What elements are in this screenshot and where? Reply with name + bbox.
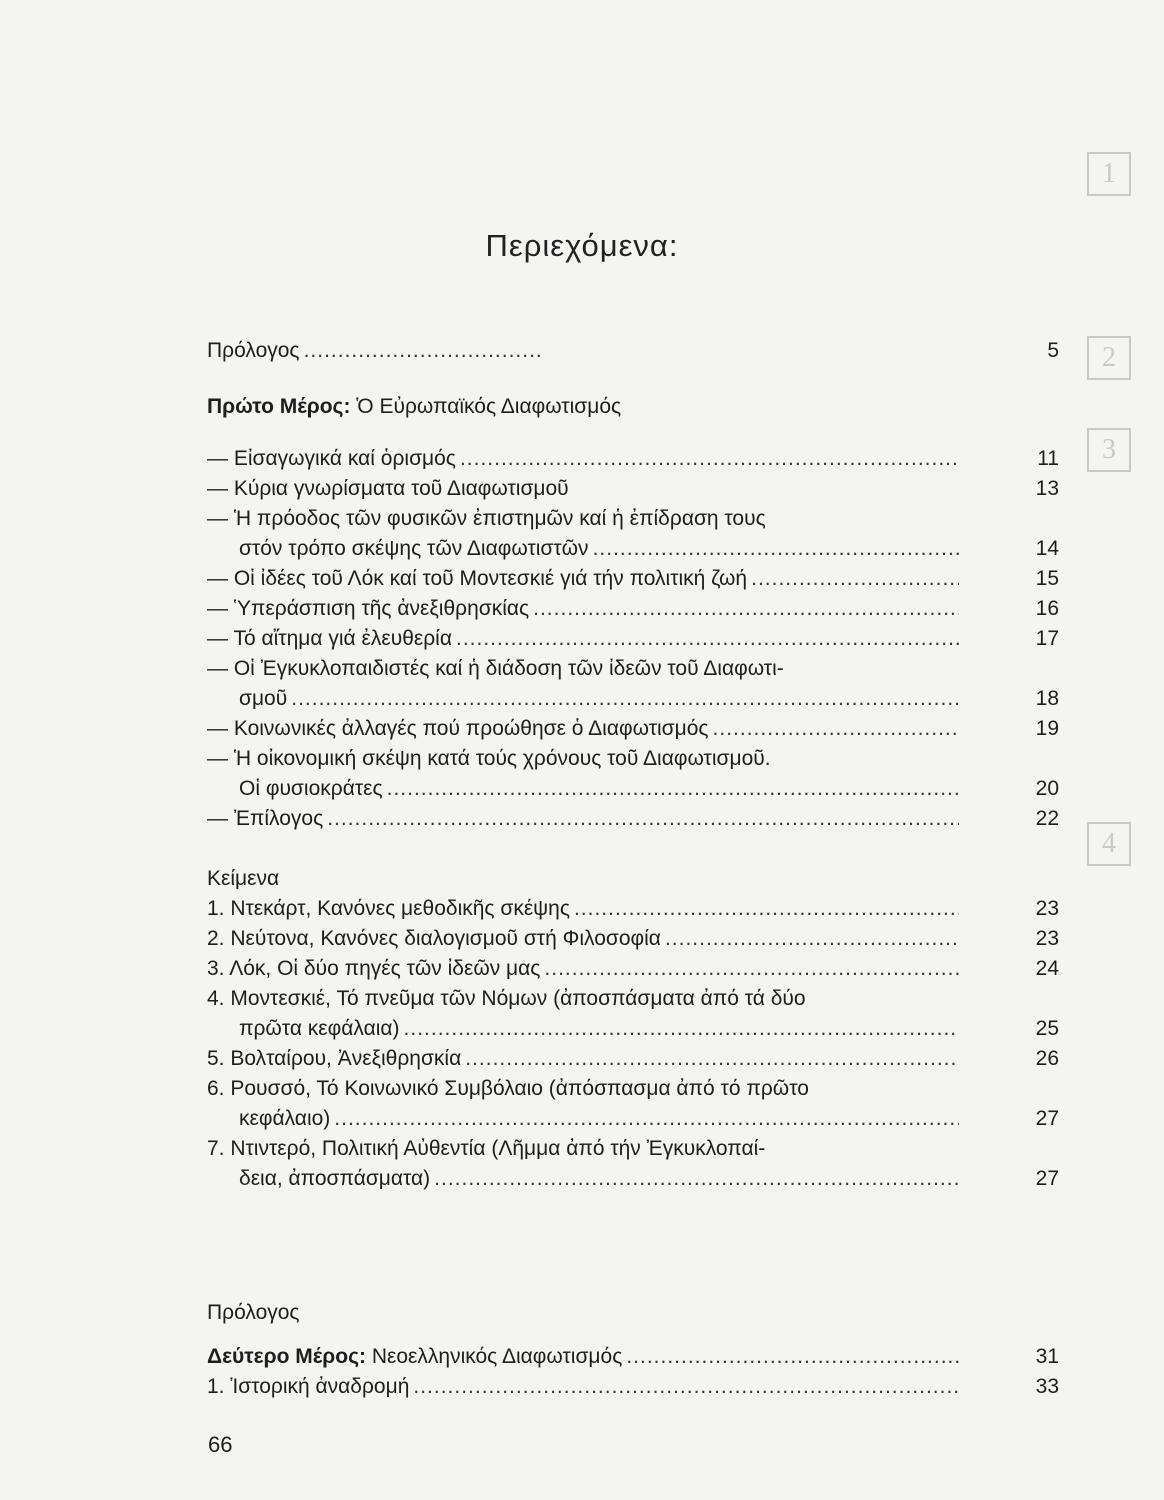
toc-part-heading — [207, 1342, 1059, 1372]
toc-entry — [207, 594, 1059, 624]
toc-entry — [207, 714, 1059, 744]
dot-leader — [574, 894, 959, 924]
toc-entry — [207, 654, 1059, 684]
toc-entry-title: 5. Βολταίρου, Ἀνεξιθρησκία — [207, 1047, 462, 1070]
toc-page-number: 14 — [1035, 537, 1059, 560]
toc-entry — [207, 336, 1059, 366]
toc-entry — [207, 1044, 1059, 1074]
dot-leader — [544, 954, 959, 984]
toc-page-number: 27 — [1035, 1167, 1059, 1190]
toc-entry-title: Πρόλογος — [207, 339, 300, 362]
toc-page-number: 23 — [1035, 897, 1059, 920]
toc-page-number: 33 — [1035, 1375, 1059, 1398]
toc-entry-title: 3. Λόκ, Οἱ δύο πηγές τῶν ἰδεῶν μας — [207, 957, 541, 980]
toc-entry-continuation — [207, 1014, 1059, 1044]
dot-leader — [456, 624, 959, 654]
table-of-contents — [207, 336, 1059, 1402]
dot-leader — [334, 1104, 959, 1134]
toc-entry-continuation — [207, 1164, 1059, 1194]
dot-leader — [404, 1014, 959, 1044]
toc-page-number: 25 — [1035, 1017, 1059, 1040]
side-tab-1: 1 — [1087, 152, 1131, 196]
toc-page-number: 23 — [1035, 927, 1059, 950]
part-title: Ὁ Εὐρωπαϊκός Διαφωτισμός — [350, 395, 622, 418]
toc-entry — [207, 744, 1059, 774]
page-title: Περιεχόμενα: — [485, 228, 679, 263]
toc-entry — [207, 984, 1059, 1014]
toc-entry — [207, 564, 1059, 594]
toc-page-number: 17 — [1035, 627, 1059, 650]
toc-entry-title: 1. Ντεκάρτ, Κανόνες μεθοδικῆς σκέψης — [207, 897, 570, 920]
toc-entry-title: 7. Ντιντερό, Πολιτική Αὐθεντία (Λῆμμα ἀπό τήν Ἐγκυκλοπαί- — [207, 1137, 766, 1160]
toc-entry — [207, 804, 1059, 834]
dot-leader — [665, 924, 959, 954]
toc-entry-continuation — [207, 684, 1059, 714]
toc-entry-title: 2. Νεύτονα, Κανόνες διαλογισμοῦ στή Φιλοσοφία — [207, 927, 661, 950]
toc-page-number: 20 — [1035, 777, 1059, 800]
dot-leader — [626, 1342, 959, 1372]
toc-entry-continuation — [207, 1104, 1059, 1134]
dot-leader — [465, 1044, 959, 1074]
toc-page-number: 22 — [1035, 807, 1059, 830]
dot-leader — [460, 444, 959, 474]
side-tab-4: 4 — [1087, 822, 1131, 866]
toc-entry — [207, 1372, 1059, 1402]
toc-entry-title: 4. Μοντεσκιέ, Τό πνεῦμα τῶν Νόμων (ἀποσπάσματα ἀπό τά δύο — [207, 987, 806, 1010]
toc-entry-title: — Τό αἴτημα γιά ἐλευθερία — [207, 627, 452, 650]
dot-leader — [413, 1372, 959, 1402]
toc-page-number: 16 — [1035, 597, 1059, 620]
toc-page-number: 5 — [1047, 339, 1059, 362]
toc-page-number: 11 — [1037, 447, 1059, 470]
toc-entry-title-cont: Οἱ φυσιοκράτες — [239, 777, 383, 800]
toc-section-heading — [207, 864, 1059, 894]
toc-entry-title-cont: στόν τρόπο σκέψης τῶν Διαφωτιστῶν — [239, 537, 589, 560]
dot-leader — [434, 1164, 959, 1194]
toc-entry-continuation — [207, 774, 1059, 804]
toc-entry-title: 1. Ἱστορική ἀναδρομή — [207, 1375, 410, 1398]
toc-page-number: 19 — [1035, 717, 1059, 740]
toc-entry — [207, 444, 1059, 474]
toc-entry-title: — Οἱ ἰδέες τοῦ Λόκ καί τοῦ Μοντεσκιέ γιά τήν πολιτική ζωή — [207, 567, 748, 590]
section-title: Κείμενα — [207, 867, 280, 890]
toc-entry-title: — Κύρια γνωρίσματα τοῦ Διαφωτισμοῦ — [207, 477, 569, 500]
toc-entry-title: Πρόλογος — [207, 1301, 300, 1324]
page-number: 66 — [208, 1432, 233, 1457]
toc-page-number: 24 — [1035, 957, 1059, 980]
toc-entry-title-cont: δεια, ἀποσπάσματα) — [239, 1167, 431, 1190]
toc-entry — [207, 1298, 1059, 1328]
toc-entry-title: — Ἡ οἰκονομική σκέψη κατά τούς χρόνους τοῦ Διαφωτισμοῦ. — [207, 747, 771, 770]
part-label: Δεύτερο Μέρος: — [207, 1345, 366, 1368]
part-title: Νεοελληνικός Διαφωτισμός — [365, 1345, 623, 1368]
toc-entry-title: — Ἡ πρόοδος τῶν φυσικῶν ἐπιστημῶν καί ἡ ἐπίδραση τους — [207, 507, 766, 530]
side-tab-3: 3 — [1087, 428, 1131, 472]
side-tab-2: 2 — [1087, 336, 1131, 380]
dot-leader — [291, 684, 959, 714]
toc-entry-title: — Ἐπίλογος — [207, 807, 324, 830]
toc-page-number: 18 — [1035, 687, 1059, 710]
toc-entry-title: — Ὑπεράσπιση τῆς ἀνεξιθρησκίας — [207, 597, 530, 620]
toc-entry — [207, 1074, 1059, 1104]
dot-leader — [533, 594, 959, 624]
toc-entry — [207, 624, 1059, 654]
toc-entry-title: — Κοινωνικές ἀλλαγές πού προώθησε ὁ Διαφωτισμός — [207, 717, 709, 740]
toc-entry-title-cont: πρῶτα κεφάλαια) — [239, 1017, 400, 1040]
dot-leader — [327, 804, 959, 834]
toc-entry — [207, 1134, 1059, 1164]
toc-entry — [207, 954, 1059, 984]
toc-page-number: 26 — [1035, 1047, 1059, 1070]
toc-entry-title: 6. Ρουσσό, Τό Κοινωνικό Συμβόλαιο (ἀπόσπασμα ἀπό τό πρῶτο — [207, 1077, 809, 1100]
toc-entry-title: — Εἰσαγωγικά καί ὁρισμός — [207, 447, 456, 470]
toc-entry — [207, 894, 1059, 924]
dot-leader — [713, 714, 959, 744]
toc-entry-continuation — [207, 534, 1059, 564]
toc-page-number: 13 — [1035, 477, 1059, 500]
toc-entry-title: — Οἱ Ἐγκυκλοπαιδιστές καί ἡ διάδοση τῶν ἰδεῶν τοῦ Διαφωτι- — [207, 657, 784, 680]
toc-page-number: 27 — [1035, 1107, 1059, 1130]
toc-page-number: 15 — [1035, 567, 1059, 590]
toc-entry — [207, 924, 1059, 954]
toc-part-heading — [207, 392, 1059, 422]
dot-leader — [751, 564, 959, 594]
dot-leader — [387, 774, 959, 804]
toc-entry-title-cont: κεφάλαιο) — [239, 1107, 331, 1130]
part-label: Πρώτο Μέρος: — [207, 395, 351, 418]
toc-page-number: 31 — [1035, 1345, 1059, 1368]
toc-entry — [207, 504, 1059, 534]
dot-leader — [304, 336, 540, 366]
dot-leader — [593, 534, 959, 564]
toc-entry — [207, 474, 1059, 504]
toc-entry-title-cont: σμοῦ — [239, 687, 288, 710]
